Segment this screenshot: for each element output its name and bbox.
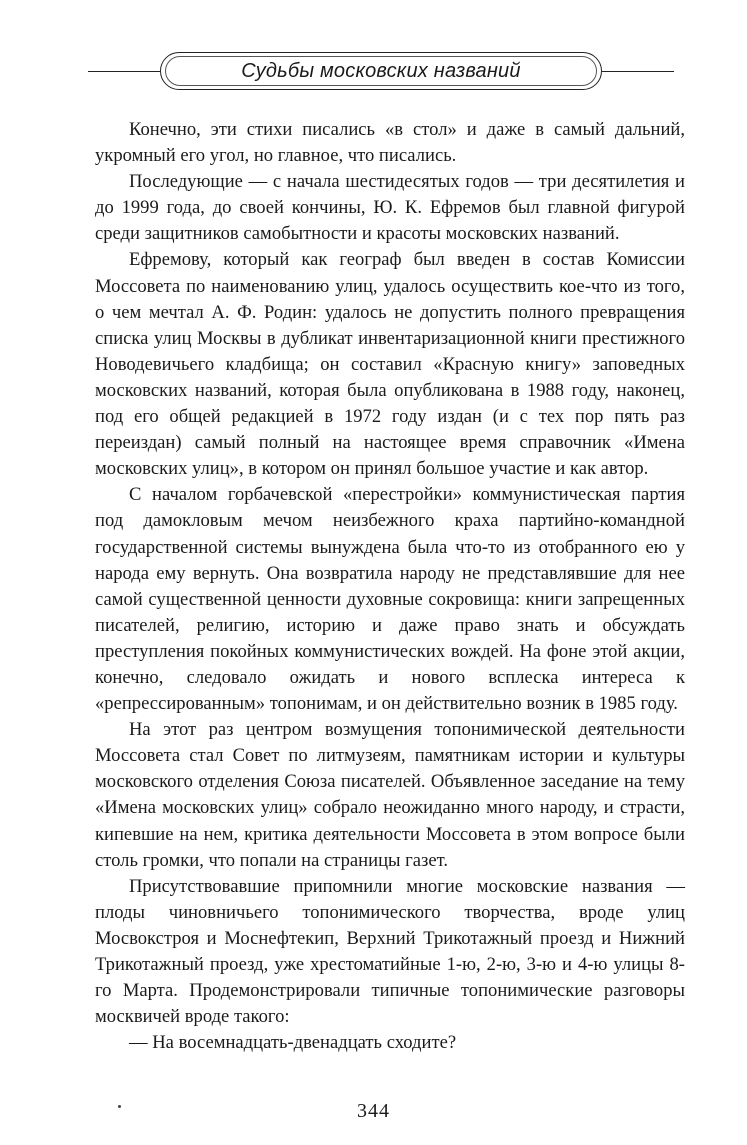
paragraph: Конечно, эти стихи писались «в стол» и даже в самый дальний, укромный его угол, но главное, что писались. — [95, 119, 685, 167]
page-number: 344 — [357, 1100, 390, 1122]
paragraph: С началом горбачевской «перестройки» коммунистическая партия под дамокловым мечом неизбежного краха партийно-командной государственной системы вынуждена была что-то из отобранного ею у народа ему вернуть. Она возвратила народу не представлявшие для нее самой существенной ценности духовные сокровища: книги запрещенных писателей, религию, историю и даже право знать и обсуждать преступления покойных коммунистических вождей. На фоне этой акции, конечно, следовало ожидать и нового всплеска интереса к «репрессированным» топонимам, и он действительно возник в 1985 году. — [95, 484, 685, 715]
running-title: Судьбы московских названий — [241, 60, 521, 82]
paragraph: На этот раз центром возмущения топонимической деятельности Моссовета стал Совет по литмузеям, памятникам истории и культуры московского отделения Союза писателей. Объявленное заседание на тему «Имена московских улиц» собрало неожиданно много народу, и страсти, кипевшие на нем, критика деятельности Моссовета в этом вопросе были столь громки, что попали на страницы газет. — [95, 719, 685, 871]
paragraph: Последующие — с начала шестидесятых годов — три десятилетия и до 1999 года, до своей кончины, Ю. К. Ефремов был главной фигурой среди защитников самобытности и красоты московских названий. — [95, 171, 685, 245]
running-header — [88, 50, 674, 94]
page-body — [95, 117, 685, 1056]
paragraph: — На восемнадцать-двенадцать сходите? — [129, 1032, 457, 1054]
paragraph: Присутствовавшие припомнили многие московские названия — плоды чиновничьего топонимического творчества, вроде улиц Мосвокстроя и Моснефтекип, Верхний Трикотажный проезд и Нижний Трикотажный проезд, уже хрестоматийные 1-ю, 2-ю, 3-ю и 4-ю улицы 8-го Марта. Продемонстрировали типичные топонимические разговоры москвичей вроде такого: — [95, 875, 685, 1028]
header-rule-left — [88, 71, 160, 72]
paragraph: Ефремову, который как географ был введен в состав Комиссии Моссовета по наименованию улиц, удалось осуществить кое-что из того, о чем мечтал А. Ф. Родин: удалось не допустить полного превращения списка улиц Москвы в дубликат инвентаризационной книги престижного Новодевичьего кладбища; он составил «Красную книгу» заповедных московских названий, которая была опубликована в 1988 году, наконец, под его общей редакцией в 1972 году издан (и с тех пор пять раз переиздан) самый полный на настоящее время справочник «Имена московских улиц», в котором он принял большое участие и как автор. — [95, 249, 685, 480]
header-rule-right — [602, 71, 674, 72]
